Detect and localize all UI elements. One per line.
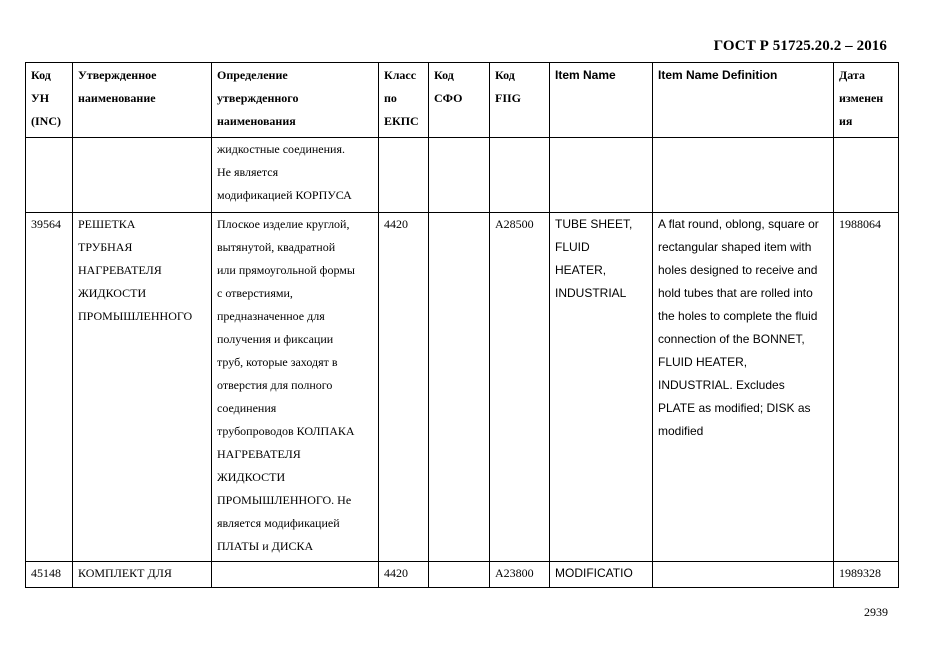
col-header-approved-name: Утвержденное наименование: [73, 63, 212, 138]
col-header-date: Дата изменен ия: [834, 63, 899, 138]
cell-inc: [26, 138, 73, 213]
cell-definition: Плоское изделие круглой, вытянутой, квадратной или прямоугольной формы с отверстиями, предназначенное для получения и фиксации труб, которые заходят в отверстия для полного соединения трубопроводов КОЛПАКА НАГРЕВАТЕЛЯ ЖИДКОСТИ ПРОМЫШЛЕННОГО. Не является модификацией ПЛАТЫ и ДИСКА: [212, 213, 379, 562]
cell-item-definition: [653, 138, 834, 213]
cell-date: 1988064: [834, 213, 899, 562]
cell-sfo: [429, 138, 490, 213]
col-header-inc: Код УН (INC): [26, 63, 73, 138]
cell-item-name: [550, 138, 653, 213]
col-header-definition: Определение утвержденного наименования: [212, 63, 379, 138]
cell-fiig: [490, 138, 550, 213]
cell-item-name: MODIFICATIO: [550, 562, 653, 588]
table-header-row: [26, 63, 899, 138]
cell-name: РЕШЕТКА ТРУБНАЯ НАГРЕВАТЕЛЯ ЖИДКОСТИ ПРОМЫШЛЕННОГО: [73, 213, 212, 562]
col-header-class: Класс по ЕКПС: [379, 63, 429, 138]
cell-date: 1989328: [834, 562, 899, 588]
cell-item-name: TUBE SHEET, FLUID HEATER, INDUSTRIAL: [550, 213, 653, 562]
col-header-item-name: Item Name: [550, 63, 653, 138]
classification-table: [25, 62, 899, 588]
col-header-sfo: Код СФО: [429, 63, 490, 138]
cell-class: 4420: [379, 562, 429, 588]
cell-definition: [212, 562, 379, 588]
col-header-item-definition: Item Name Definition: [653, 63, 834, 138]
cell-class: 4420: [379, 213, 429, 562]
col-header-fiig: Код FIIG: [490, 63, 550, 138]
cell-inc: 39564: [26, 213, 73, 562]
table-row: [26, 213, 899, 562]
document-standard-title: ГОСТ Р 51725.20.2 – 2016: [713, 38, 887, 54]
cell-item-definition: [653, 562, 834, 588]
cell-sfo: [429, 562, 490, 588]
table-row: [26, 138, 899, 213]
cell-sfo: [429, 213, 490, 562]
cell-inc: 45148: [26, 562, 73, 588]
cell-name: [73, 138, 212, 213]
cell-name: КОМПЛЕКТ ДЛЯ: [73, 562, 212, 588]
cell-definition: жидкостные соединения. Не является модификацией КОРПУСА: [212, 138, 379, 213]
cell-fiig: A23800: [490, 562, 550, 588]
cell-class: [379, 138, 429, 213]
cell-date: [834, 138, 899, 213]
page-number: 2939: [864, 605, 888, 619]
table-row: [26, 562, 899, 588]
cell-item-definition: A flat round, oblong, square or rectangular shaped item with holes designed to receive and hold tubes that are rolled into the holes to complete the fluid connection of the BONNET, FLUID HEATER, INDUSTRIAL. Excludes PLATE as modified; DISK as modified: [653, 213, 834, 562]
cell-fiig: A28500: [490, 213, 550, 562]
